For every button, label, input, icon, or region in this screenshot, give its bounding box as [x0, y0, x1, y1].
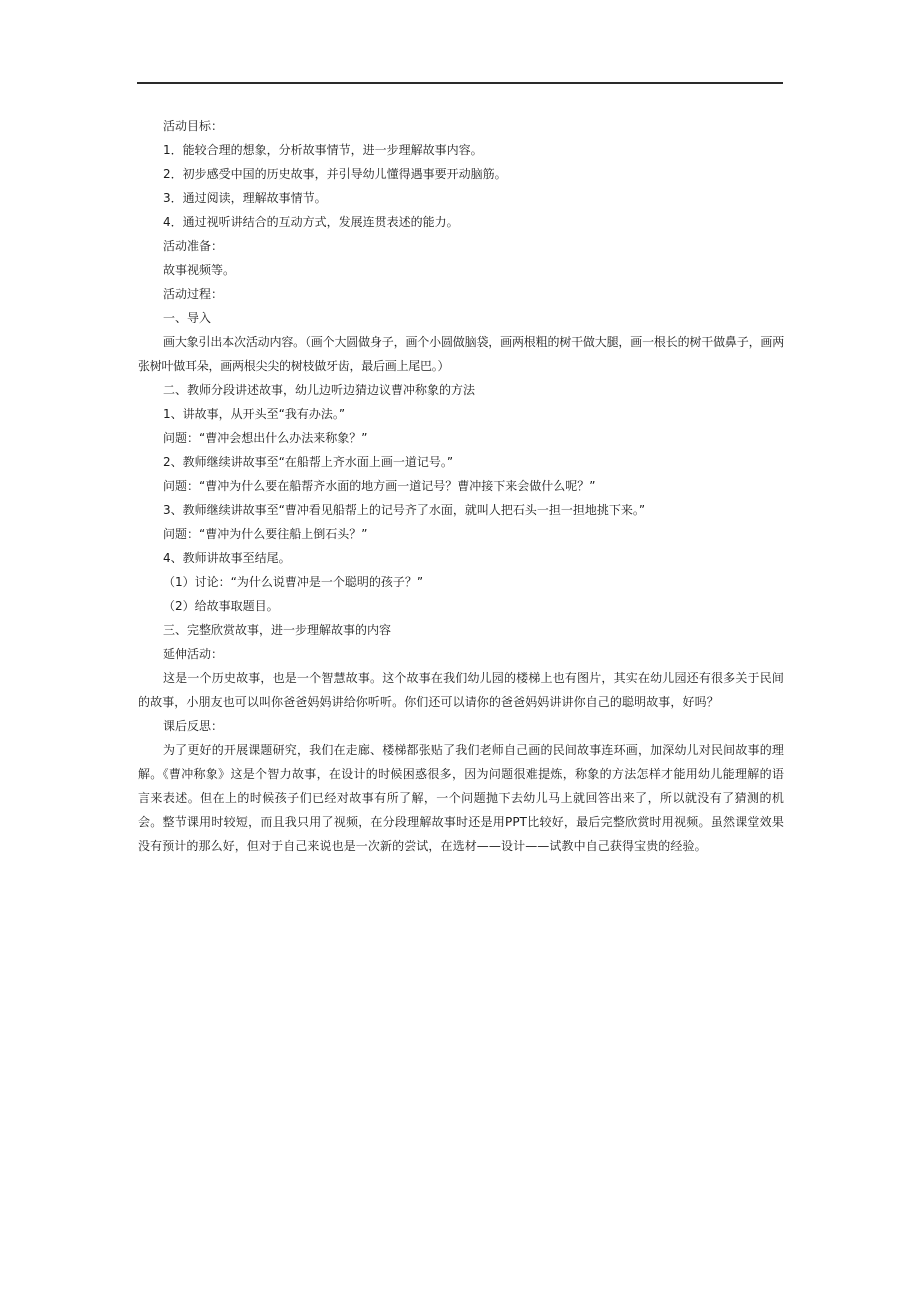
heading-reflection: 课后反思： [163, 719, 224, 733]
header-rule [137, 82, 783, 84]
goal-item-3: 3．通过阅读，理解故事情节。 [163, 191, 327, 205]
reflection-paragraph: 为了更好的开展课题研究，我们在走廊、楼梯都张贴了我们老师自己画的民间故事连环画，加深幼儿对民间故事的理解。《曹冲称象》这是个智力故事，在设计的时候困惑很多，因为问题很难提炼，称象的方法怎样才能用幼儿能理解的语言来表述。但在上的时候孩子们已经对故事有所了解，一个问题抛下去幼儿马上就回答出来了，所以就没有了猜测的机会。整节课用时较短，而且我只用了视频，在分段理解故事时还是用PPT比较好，最后完整欣赏时用视频。虽然课堂效果没有预计的那么好，但对于自己来说也是一次新的尝试，在选材——设计——试教中自己获得宝贵的经验。 [138, 743, 784, 853]
section-intro-heading: 一、导入 [163, 311, 212, 325]
heading-activity-goals: 活动目标： [163, 119, 224, 133]
heading-extension-activity: 延伸活动： [163, 647, 224, 661]
title-item: （2）给故事取题目。 [163, 599, 279, 613]
question-2: 问题：“曹冲为什么要在船帮齐水面的地方画一道记号？曹冲接下来会做什么呢？” [163, 479, 596, 493]
goal-item-2: 2．初步感受中国的历史故事，并引导幼儿懂得遇事要开动脑筋。 [163, 167, 507, 181]
question-3: 问题：“曹冲为什么要往船上倒石头？” [163, 527, 368, 541]
section-full-story-heading: 三、完整欣赏故事，进一步理解故事的内容 [163, 623, 392, 637]
question-1: 问题：“曹冲会想出什么办法来称象？” [163, 431, 368, 445]
discussion-item: （1）讨论：“为什么说曹冲是一个聪明的孩子？” [163, 575, 424, 589]
extension-paragraph: 这是一个历史故事，也是一个智慧故事。这个故事在我们幼儿园的楼梯上也有图片，其实在幼儿园还有很多关于民间的故事，小朋友也可以叫你爸爸妈妈讲给你听听。你们还可以请你的爸爸妈妈讲讲你自己的聪明故事，好吗？ [138, 671, 784, 709]
step-2: 2、教师继续讲故事至“在船帮上齐水面上画一道记号。” [163, 455, 454, 469]
goal-item-4: 4．通过视听讲结合的互动方式，发展连贯表述的能力。 [163, 215, 459, 229]
section-storytelling-heading: 二、教师分段讲述故事，幼儿边听边猜边议曹冲称象的方法 [163, 383, 476, 397]
heading-activity-process: 活动过程： [163, 287, 224, 301]
step-4: 4、教师讲故事至结尾。 [163, 551, 291, 565]
goal-item-1: 1．能较合理的想象，分析故事情节，进一步理解故事内容。 [163, 143, 483, 157]
heading-activity-preparation: 活动准备： [163, 239, 224, 253]
step-1: 1、讲故事，从开头至“我有办法。” [163, 407, 346, 421]
document-body [138, 114, 784, 858]
step-3: 3、教师继续讲故事至“曹冲看见船帮上的记号齐了水面，就叫人把石头一担一担地挑下来。” [163, 503, 646, 517]
intro-paragraph: 画大象引出本次活动内容。（画个大圆做身子，画个小圆做脑袋，画两根粗的树干做大腿，画一根长的树干做鼻子，画两张树叶做耳朵，画两根尖尖的树枝做牙齿，最后画上尾巴。） [138, 335, 784, 373]
preparation-text: 故事视频等。 [163, 263, 236, 277]
